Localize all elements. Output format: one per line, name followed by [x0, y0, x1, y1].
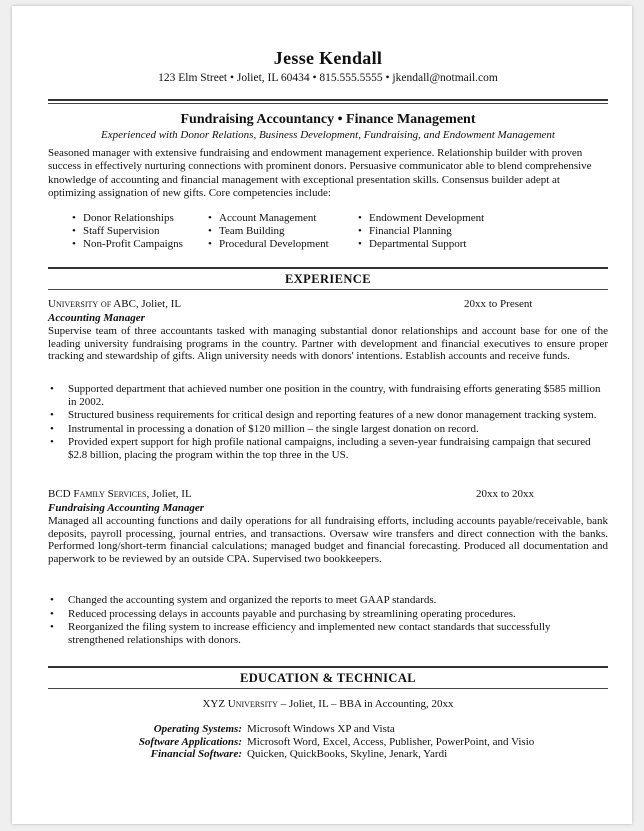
achievement-item: • Reorganized the filing system to increase efficiency and implemented new contact standards that successfully strengthened relationships with donors.	[48, 621, 608, 646]
headline-title: Fundraising Accountancy • Finance Management	[180, 112, 476, 127]
education-rule-bottom	[48, 688, 608, 689]
competency-item: • Endowment Development	[358, 212, 558, 225]
competency-item: • Financial Planning	[358, 225, 558, 238]
education-entry	[48, 698, 608, 710]
technical-row	[124, 723, 534, 736]
education-organization: XYZ University	[202, 698, 278, 710]
job-2-header	[48, 488, 608, 500]
technical-label: Financial Software:	[150, 748, 242, 761]
achievement-item: • Reduced processing delays in accounts payable and purchasing by streamlining operating procedures.	[48, 608, 608, 621]
candidate-name: Jesse Kendall	[273, 48, 383, 68]
experience-rule-top	[48, 267, 608, 269]
resume-page	[12, 6, 632, 824]
education-heading: EDUCATION & TECHNICAL	[239, 671, 416, 685]
education-rule-top	[48, 666, 608, 668]
achievement-item: • Changed the accounting system and organized the reports to meet GAAP standards.	[48, 594, 608, 607]
experience-heading: EXPERIENCE	[285, 272, 371, 286]
job-1-location: , Joliet, IL	[135, 298, 182, 310]
job-2-description: Managed all accounting functions and daily operations for all fundraising efforts, including accounts payable/receivable, bank deposits, payroll processing, journal entries, and transactions. Oversaw wire transfers and direct connection with the banks. Performed long/short-term financial calculations; managed budget and financial forecasting. Produced all documentation and paperwork to be reviewed by an outside CPA. Supervised two bookkeepers.	[48, 515, 608, 565]
job-2-dates: 20xx to 20xx	[476, 488, 535, 500]
job-2-organization: BCD Family Services	[48, 488, 147, 500]
experience-rule-bottom	[48, 289, 608, 290]
job-1-title: Accounting Manager	[48, 312, 145, 324]
technical-skills	[124, 723, 534, 761]
contact-line: 123 Elm Street • Joliet, IL 60434 • 815.555.5555 • jkendall@notmail.com	[158, 72, 498, 84]
technical-value: Microsoft Windows XP and Vista	[247, 723, 395, 735]
achievement-item: • Supported department that achieved number one position in the country, with fundraising efforts generating $585 million in 2002.	[48, 383, 608, 408]
competency-item: • Departmental Support	[358, 238, 558, 251]
competency-item: • Account Management	[208, 212, 358, 225]
achievement-item: • Instrumental in processing a donation of $120 million – the single largest donation on record.	[48, 423, 608, 436]
technical-row	[124, 736, 534, 749]
technical-value: Quicken, QuickBooks, Skyline, Jenark, Yardi	[247, 748, 448, 761]
job-1-description: Supervise team of three accountants tasked with managing substantial donor relationships and account base for one of the leading university fundraising programs in the country. Partner with development and financial executives to ensure proper tracking and stewardship of gifts. Align university needs with donors' intentions. Establish accounts and receive funds.	[48, 325, 608, 363]
technical-label: Operating Systems:	[153, 723, 242, 735]
achievement-item: • Structured business requirements for critical design and reporting features of a new donor management tracking system.	[48, 409, 608, 422]
competency-item: • Team Building	[208, 225, 358, 238]
job-1-achievements	[48, 383, 608, 463]
technical-label: Software Applications:	[138, 735, 242, 748]
competency-item: • Procedural Development	[208, 238, 358, 251]
technical-value: Microsoft Word, Excel, Access, Publisher, PowerPoint, and Visio	[247, 735, 535, 748]
competency-item: • Donor Relationships	[72, 212, 208, 225]
competency-item: • Staff Supervision	[72, 225, 208, 238]
job-1-dates: 20xx to Present	[464, 298, 533, 310]
job-2-location: , Joliet, IL	[146, 488, 192, 500]
header-rule	[48, 99, 608, 101]
job-1-organization: University of ABC	[48, 298, 136, 310]
summary-paragraph: Seasoned manager with extensive fundraising and endowment management experience. Relationship builder with proven success in effectively nurturing connections with prominent donors. Persuasive communicator able to blend comprehensive knowledge of accounting and financial management with exceptional presentation skills. Consensus builder adept at optimizing assignation of new gifts. Core competencies include:	[48, 147, 592, 200]
job-2-achievements	[48, 594, 608, 647]
job-2-title: Fundraising Accounting Manager	[48, 502, 205, 514]
competencies-column-1	[72, 212, 208, 252]
competencies-list	[72, 212, 592, 252]
headline-subtitle: Experienced with Donor Relations, Business Development, Fundraising, and Endowment Management	[101, 129, 555, 141]
header-rule-thin	[48, 103, 608, 104]
job-1-header	[48, 298, 608, 310]
competency-item: • Non-Profit Campaigns	[72, 238, 208, 251]
competencies-column-3	[358, 212, 558, 252]
competencies-column-2	[208, 212, 358, 252]
education-details: – Joliet, IL – BBA in Accounting, 20xx	[277, 698, 454, 710]
achievement-item: • Provided expert support for high profile national campaigns, including a seven-year fundraising campaign that secured $2.8 billion, placing the program within the top three in the US.	[48, 436, 608, 461]
technical-row	[124, 748, 534, 761]
